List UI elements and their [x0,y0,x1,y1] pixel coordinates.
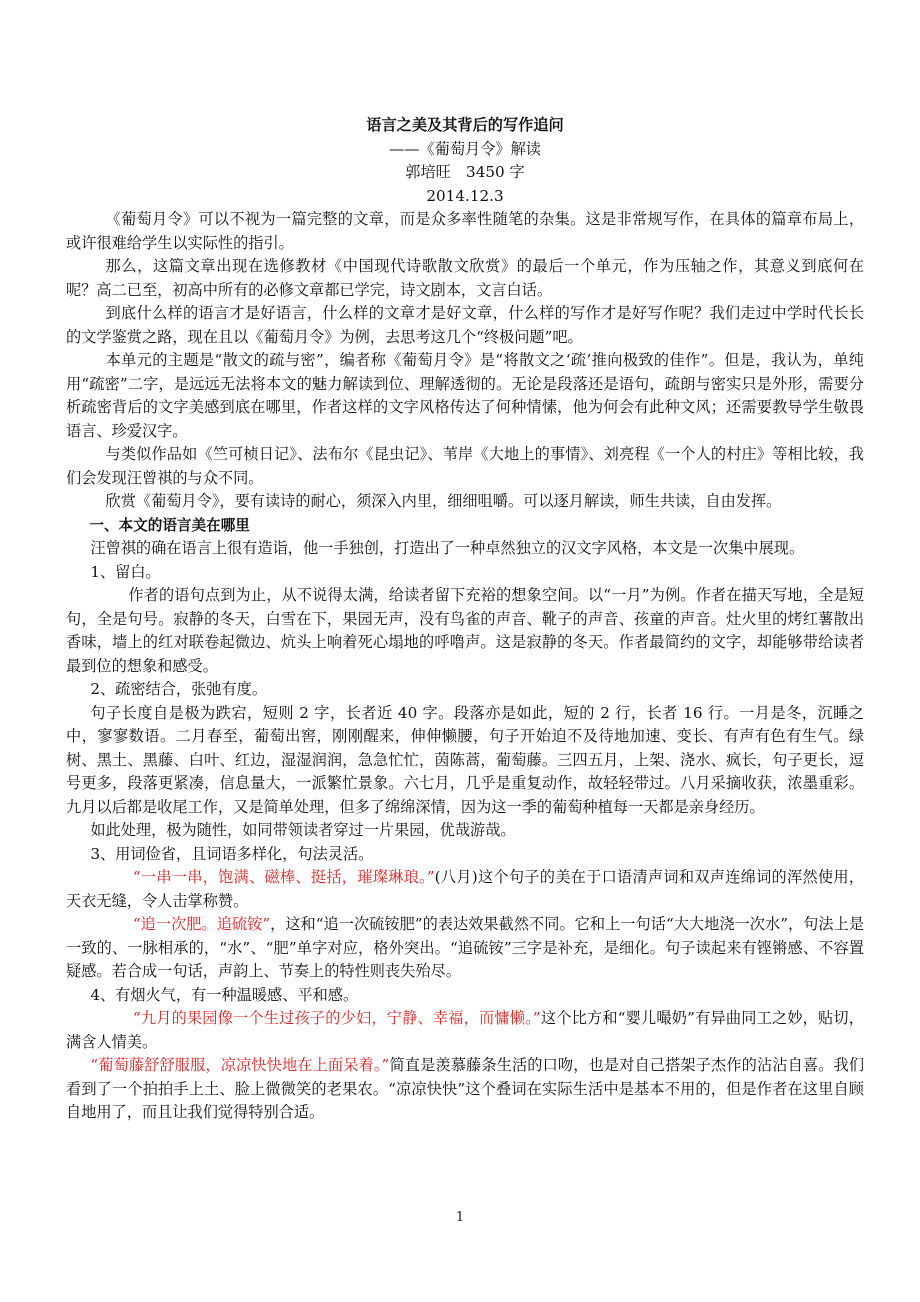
page-number: 1 [455,1210,465,1225]
document-subtitle: ——《葡萄月令》解读 [389,139,541,158]
quote-paragraph [66,913,864,984]
body-paragraph: 如此处理，极为随性，如同带领读者穿过一片果园，优哉游哉。 [90,821,516,839]
quote-comment: (八月)这个句子的美在于口语清声词和双声连绵词的浑然使用，天衣无缝，令人击掌称赞。 [66,868,864,910]
document-body [66,114,864,1125]
body-paragraph: 作者的语句点到为止，从不说得太满，给读者留下充裕的想象空间。以“一月”为例。作者在描天写地，全是短句，全是句号。寂静的冬天，白雪在下，果园无声，没有鸟雀的声音、靴子的声音、孩童的声音。灶火里的烤红薯散出香味，墙上的红对联卷起微边、炕头上响着死心塌地的呼噜声。这是寂静的冬天。作者最简约的文字，却能够带给读者最到位的想象和感受。 [66,586,864,675]
intro-paragraph: 到底什么样的语言才是好语言，什么样的文章才是好文章，什么样的写作才是好写作呢？我们走过中学时代长长的文学鉴赏之路，现在且以《葡萄月令》为例，去思考这几个“终极问题”吧。 [66,304,864,346]
section-heading: 一、本文的语言美在哪里 [89,516,250,534]
quote-paragraph [66,866,864,913]
subsection-heading: 2、疏密结合，张弛有度。 [90,680,268,698]
intro-paragraph: 欣赏《葡萄月令》，要有读诗的耐心，须深入内里，细细咀嚼。可以逐月解读，师生共读，自由发挥。 [105,492,782,510]
section-lead: 汪曾祺的确在语言上很有造诣，他一手独创，打造出了一种卓然独立的汉文字风格，本文是一次集中展现。 [90,539,805,557]
document-title: 语言之美及其背后的写作追问 [366,116,564,134]
body-paragraph: 句子长度自是极为跌宕，短则 2 字，长者近 40 字。段落亦是如此，短的 2 行，长者 16 行。一月是冬，沉睡之中，寥寥数语。二月春至，葡萄出窖，刚刚醒来，伸伸懒腰，句子开始迫不及待地加速、变长、有声有色有生气。绿树、黑土、黑藤、白叶、红边，湿湿润润，急急忙忙，茵陈蒿，葡萄藤。三四五月，上架、浇水、疯长，句子更长，逗号更多，段落更紧凑，信息量大，一派繁忙景象。六七月，几乎是重复动作，故轻轻带过。八月采摘收获，浓墨重彩。九月以后都是收尾工作，又是简单处理，但多了绵绵深情，因为这一季的葡萄种植每一天都是亲身经历。 [66,703,864,816]
subsection-heading: 3、用词俭省，且词语多样化，句法灵活。 [90,844,374,863]
quote-text: “追一次肥。追硫铵” [132,915,271,933]
quote-paragraph [66,1007,864,1054]
subsection-heading: 4、有烟火气，有一种温暖感、平和感。 [90,985,359,1004]
quote-comment: 简直是羡慕藤条生活的口吻，也是对自己搭架子杰作的沾沾自喜。我们看到了一个拍拍手上土、脸上微微笑的老果农。“凉凉快快”这个叠词在实际生活中是基本不用的，但是作者在这里自顾自地用了，而且让我们觉得特别合适。 [66,1056,864,1121]
document-date: 2014.12.3 [426,186,504,205]
quote-text: “葡萄藤舒舒服服，凉凉快快地在上面呆着。” [90,1056,390,1074]
intro-paragraph: 《葡萄月令》可以不视为一篇完整的文章，而是众多率性随笔的杂集。这是非常规写作，在具体的篇章布局上，或许很难给学生以实际性的指引。 [66,210,864,252]
quote-comment: 这个比方和“婴儿嘬奶”有异曲同工之妙，贴切，满含人情美。 [66,1009,864,1051]
quote-text: “九月的果园像一个生过孩子的少妇，宁静、幸福，而慵懒。” [132,1009,541,1027]
quote-text: “一串一串，饱满、磁棒、挺括，璀璨琳琅。” [132,868,435,886]
quote-paragraph [66,1054,864,1125]
subsection-heading: 1、留白。 [90,562,161,581]
intro-paragraph: 本单元的主题是“散文的疏与密”，编者称《葡萄月令》是“将散文之‘疏’推向极致的佳作”。但是，我认为，单纯用“疏密”二字，是远远无法将本文的魅力解读到位、理解透彻的。无论是段落还是语句，疏朗与密实只是外形，需要分析疏密背后的文字美感到底在哪里，作者这样的文字风格传达了何种情愫，他为何会有此种文风；还需要教导学生敬畏语言、珍爱汉字。 [66,351,864,440]
intro-paragraph: 那么，这篇文章出现在选修教材《中国现代诗歌散文欣赏》的最后一个单元，作为压轴之作，其意义到底何在呢？高二已至，初高中所有的必修文章都已学完，诗文剧本，文言白话。 [66,257,864,299]
intro-paragraph: 与类似作品如《竺可桢日记》、法布尔《昆虫记》、苇岸《大地上的事情》、刘亮程《一个人的村庄》等相比较，我们会发现汪曾祺的与众不同。 [66,445,864,487]
author-line: 郭培旺 3450 字 [405,163,525,181]
quote-comment: ，这和“追一次硫铵肥”的表达效果截然不同。它和上一句话“大大地浇一次水”，句法上是一致的、一脉相承的，“水”、“肥”单字对应，格外突出。“追硫铵”三字是补充，是细化。句子读起来有铿锵感、不容置疑感。若合成一句话，声韵上、节奏上的特性则丧失殆尽。 [66,915,865,980]
